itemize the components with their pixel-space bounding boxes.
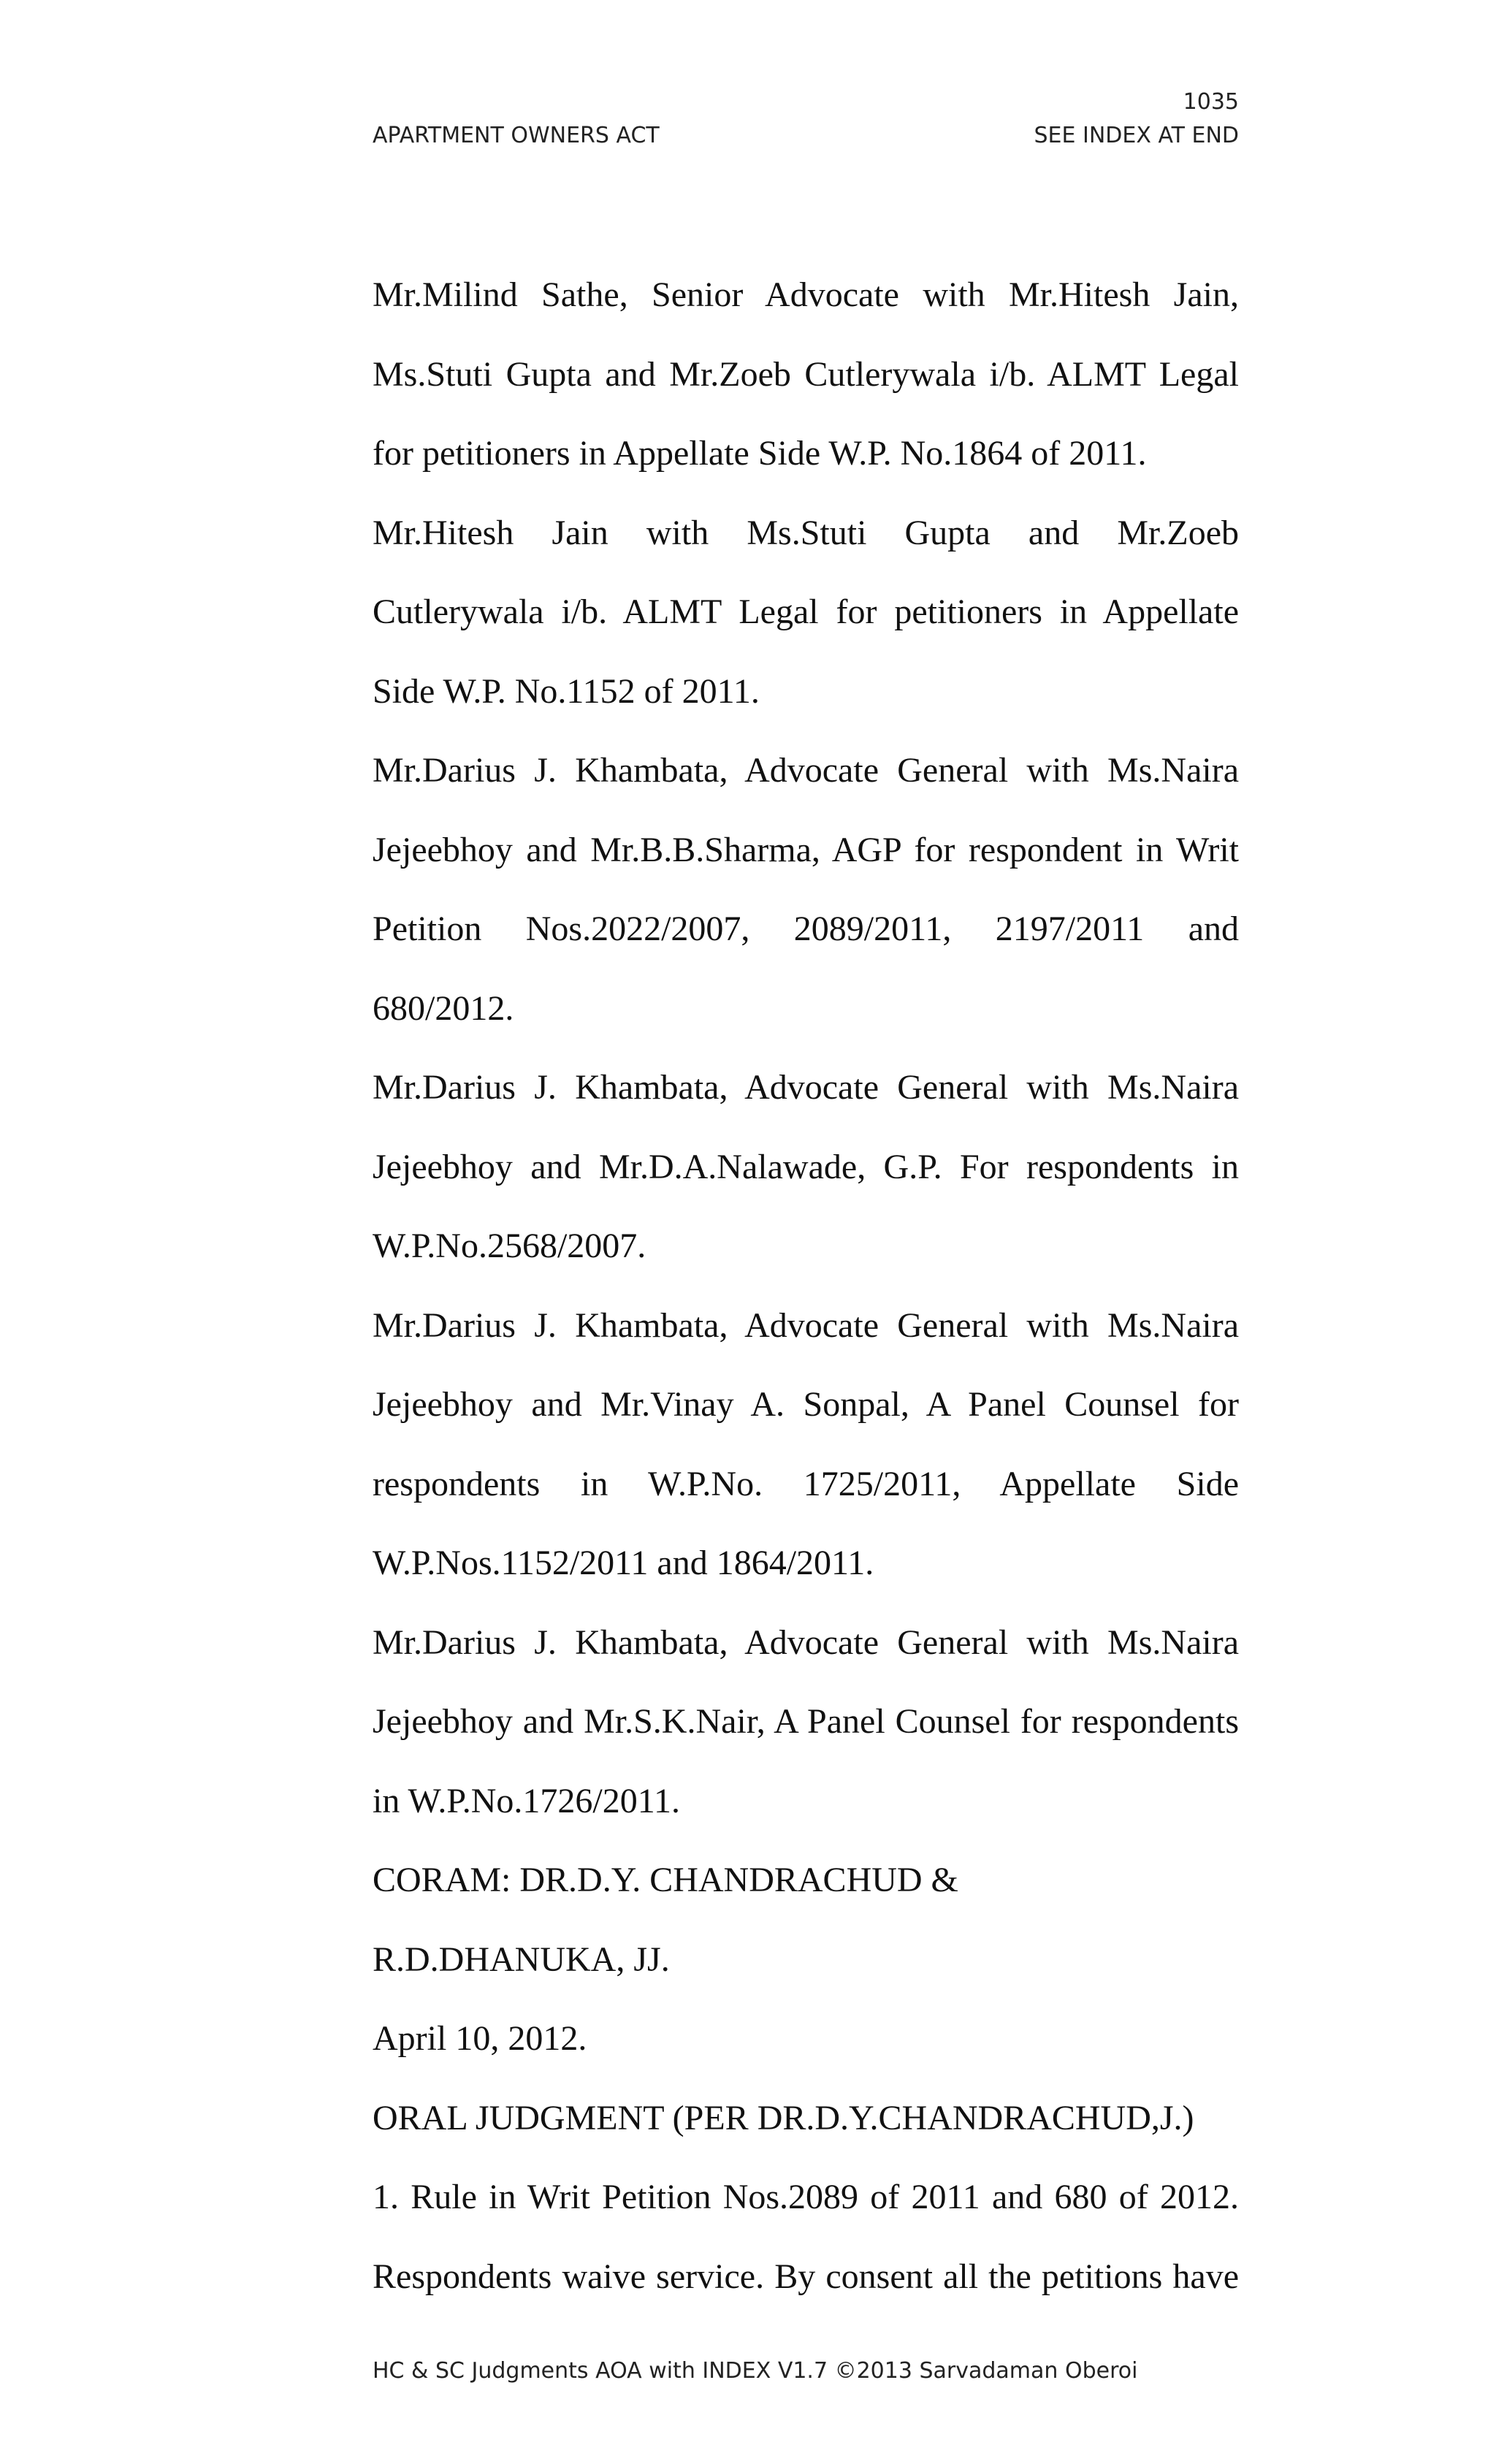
judgment-date: April 10, 2012. [373,2019,587,2058]
counsel-paragraph: Mr.Darius J. Khambata, Advocate General with Ms.Naira Jejeebhoy and Mr.S.K.Nair, A Panel Counsel for respondents in W.P.No.1726/2011. [373,1622,1239,1820]
counsel-paragraph: Mr.Darius J. Khambata, Advocate General with Ms.Naira Jejeebhoy and Mr.Vinay A. Sonpal, A Panel Counsel for respondents in W.P.No. 1725/2011, Appellate Side W.P.Nos.1152/2011 and 1864/2011. [373,1305,1239,1582]
judgment-heading: ORAL JUDGMENT (PER DR.D.Y.CHANDRACHUD,J.) [373,2098,1194,2137]
counsel-paragraph: Mr.Milind Sathe, Senior Advocate with Mr.Hitesh Jain, Ms.Stuti Gupta and Mr.Zoeb Cutlerywala i/b. ALMT Legal for petitioners in Appellate Side W.P. No.1864 of 2011. [373,275,1239,473]
header-title: APARTMENT OWNERS ACT [373,123,660,148]
judgment-paragraph: 1. Rule in Writ Petition Nos.2089 of 2011 and 680 of 2012. Respondents waive service. By consent all the petitions have [373,2178,1239,2296]
coram-judge-line: R.D.DHANUKA, JJ. [373,1939,670,1979]
header-index-note: SEE INDEX AT END [1034,123,1239,148]
counsel-paragraph: Mr.Hitesh Jain with Ms.Stuti Gupta and Mr.Zoeb Cutlerywala i/b. ALMT Legal for petitioners in Appellate Side W.P. No.1152 of 2011. [373,513,1239,711]
document-body [373,256,1239,2316]
running-header [373,123,1239,148]
counsel-paragraph: Mr.Darius J. Khambata, Advocate General with Ms.Naira Jejeebhoy and Mr.B.B.Sharma, AGP for respondent in Writ Petition Nos.2022/2007, 2089/2011, 2197/2011 and 680/2012. [373,751,1239,1028]
page-footer: HC & SC Judgments AOA with INDEX V1.7 ©2013 Sarvadaman Oberoi [373,2358,1138,2384]
counsel-paragraph: Mr.Darius J. Khambata, Advocate General with Ms.Naira Jejeebhoy and Mr.D.A.Nalawade, G.P. For respondents in W.P.No.2568/2007. [373,1068,1239,1265]
coram-line: CORAM: DR.D.Y. CHANDRACHUD & [373,1861,958,1899]
page-number: 1035 [1183,89,1239,115]
